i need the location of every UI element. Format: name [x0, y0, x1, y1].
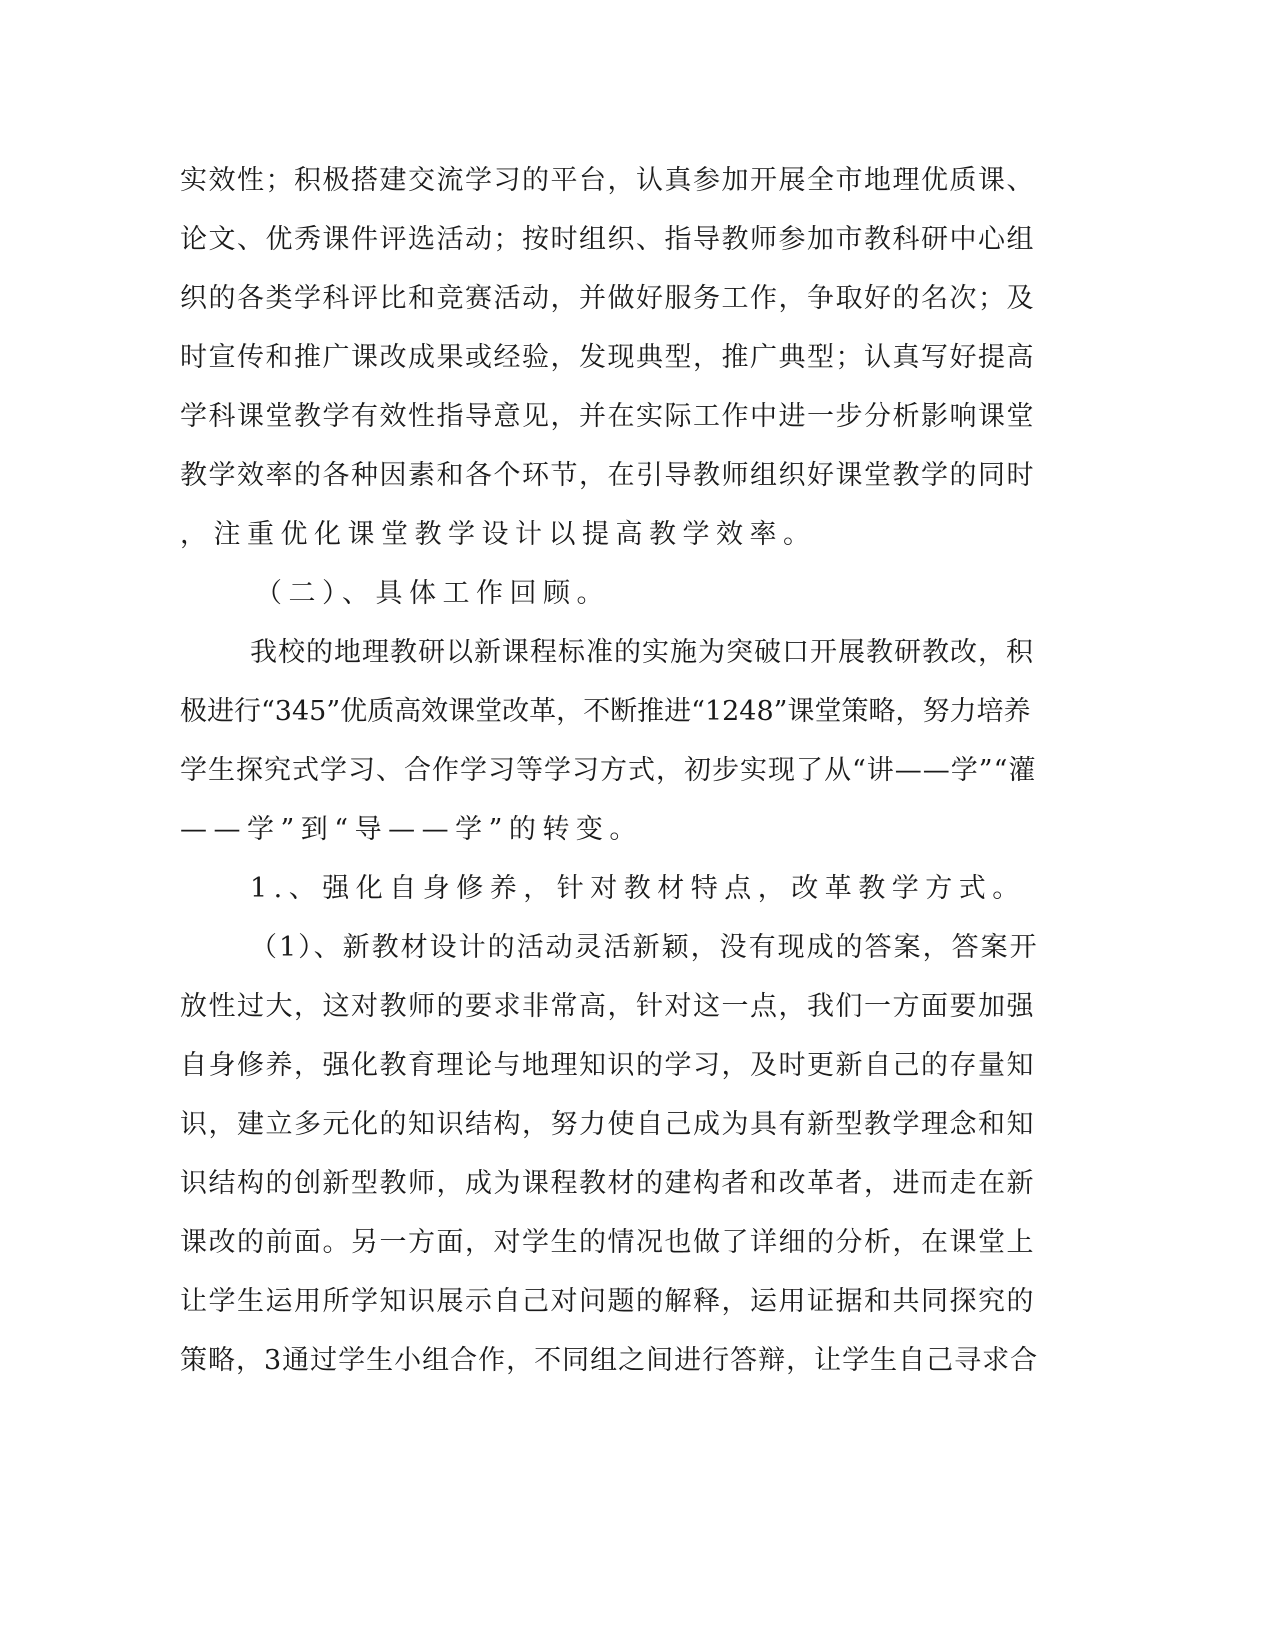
text-line-18: 识结构的创新型教师，成为课程教材的建构者和改革者，进而走在新 — [180, 1168, 1035, 1199]
text-line-9: 我校的地理教研以新课程标准的实施为突破口开展教研教改，积 — [250, 637, 1034, 668]
text-line-7: ，注重优化课堂教学设计以提高教学效率。 — [180, 519, 817, 550]
text-line-3: 织的各类学科评比和竞赛活动，并做好服务工作，争取好的名次；及 — [180, 283, 1035, 314]
text-line-17: 识，建立多元化的知识结构，努力使自己成为具有新型教学理念和知 — [180, 1109, 1035, 1140]
text-line-10: 极进行“345”优质高效课堂改革，不断推进“1248”课堂策略，努力培养 — [180, 696, 1031, 727]
text-line-15: 放性过大，这对教师的要求非常高，针对这一点，我们一方面要加强 — [180, 991, 1035, 1022]
text-line-21: 策略，3通过学生小组合作，不同组之间进行答辩，让学生自己寻求合 — [180, 1345, 1039, 1376]
subheading-1: 1.、强化自身修养，针对教材特点，改革教学方式。 — [250, 873, 1026, 904]
text-line-1: 实效性；积极搭建交流学习的平台，认真参加开展全市地理优质课、 — [180, 165, 1035, 196]
text-line-4: 时宣传和推广课改成果或经验，发现典型，推广典型；认真写好提高 — [180, 342, 1035, 373]
text-line-14: （1）、新教材设计的活动灵活新颖，没有现成的答案，答案开 — [250, 932, 1039, 963]
text-line-2: 论文、优秀课件评选活动；按时组织、指导教师参加市教科研中心组 — [180, 224, 1035, 255]
section-heading: （二）、具体工作回顾。 — [255, 578, 610, 609]
text-line-19: 课改的前面。另一方面，对学生的情况也做了详细的分析，在课堂上 — [180, 1227, 1035, 1258]
text-line-6: 教学效率的各种因素和各个环节，在引导教师组织好课堂教学的同时 — [180, 460, 1035, 491]
text-line-12: ——学”到“导——学”的转变。 — [180, 814, 643, 845]
text-line-20: 让学生运用所学知识展示自己对问题的解释，运用证据和共同探究的 — [180, 1286, 1035, 1317]
text-line-11: 学生探究式学习、合作学习等学习方式，初步实现了从“讲——学”“灌 — [180, 755, 1037, 786]
text-line-16: 自身修养，强化教育理论与地理知识的学习，及时更新自己的存量知 — [180, 1050, 1035, 1081]
text-line-5: 学科课堂教学有效性指导意见，并在实际工作中进一步分析影响课堂 — [180, 401, 1035, 432]
